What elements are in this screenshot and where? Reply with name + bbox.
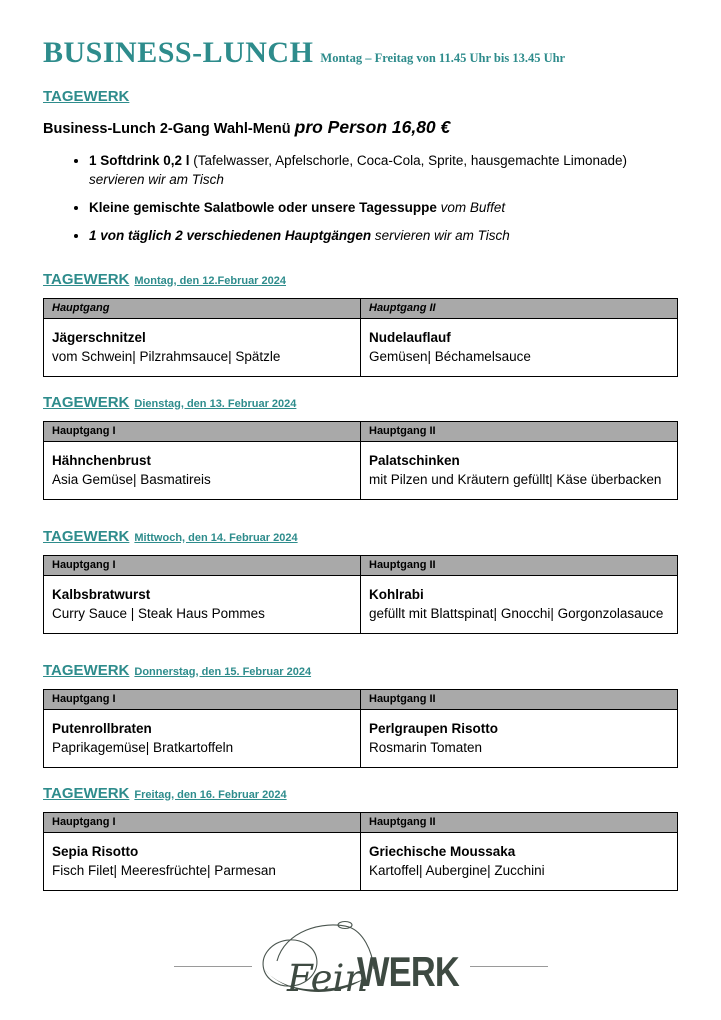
day-section-monday <box>43 267 678 377</box>
item-lead: 1 von täglich 2 verschiedenen Hauptgängen <box>89 228 372 243</box>
dish-cell <box>44 833 361 891</box>
dish-title: Jägerschnitzel <box>52 330 146 345</box>
column-header: Hauptgang <box>44 299 361 319</box>
tagewerk-label: TAGEWERK <box>43 528 130 545</box>
day-date: Mittwoch, den 14. Februar 2024 <box>134 532 298 544</box>
divider-line-left <box>174 966 252 967</box>
dish-title: Kalbsbratwurst <box>52 587 151 602</box>
column-header: Hauptgang II <box>361 813 678 833</box>
dish-desc: Asia Gemüse| Basmatireis <box>52 472 211 487</box>
day-section-thursday <box>43 658 678 768</box>
dish-title: Sepia Risotto <box>52 844 139 859</box>
item-note: servieren wir am Tisch <box>89 172 224 187</box>
menu-table <box>43 421 678 500</box>
item-note: servieren wir am Tisch <box>371 228 510 243</box>
day-heading <box>43 390 678 412</box>
tagewerk-label: TAGEWERK <box>43 271 130 288</box>
menu-table <box>43 555 678 634</box>
dish-cell <box>361 833 678 891</box>
column-header: Hauptgang II <box>361 556 678 576</box>
list-item <box>89 198 678 217</box>
day-section-friday <box>43 781 678 891</box>
day-section-tuesday <box>43 390 678 500</box>
day-heading <box>43 524 678 546</box>
dish-title: Nudelauflauf <box>369 330 451 345</box>
item-lead: Kleine gemischte Salatbowle oder unsere Tagessuppe <box>89 200 437 215</box>
day-heading <box>43 781 678 803</box>
dish-cell <box>44 576 361 634</box>
dish-title: Griechische Moussaka <box>369 844 516 859</box>
day-section-wednesday <box>43 524 678 634</box>
included-items-list <box>43 151 678 245</box>
footer-logo-row <box>43 917 678 1002</box>
dish-desc: Rosmarin Tomaten <box>369 740 483 755</box>
column-header: Hauptgang I <box>44 813 361 833</box>
tagewerk-label: TAGEWERK <box>43 785 130 802</box>
dish-cell <box>361 710 678 768</box>
dish-title: Putenrollbraten <box>52 721 152 736</box>
feinwerk-logo <box>261 917 461 1002</box>
day-heading <box>43 267 678 289</box>
menu-table <box>43 689 678 768</box>
tagewerk-heading: TAGEWERK <box>43 88 130 105</box>
dish-desc: Paprikagemüse| Bratkartoffeln <box>52 740 234 755</box>
menu-table <box>43 812 678 891</box>
item-note: vom Buffet <box>436 200 506 215</box>
dish-title: Perlgraupen Risotto <box>369 721 499 736</box>
dish-desc: Gemüsen| Béchamelsauce <box>369 349 531 364</box>
tagewerk-label: TAGEWERK <box>43 394 130 411</box>
column-header: Hauptgang II <box>361 422 678 442</box>
column-header: Hauptgang II <box>361 690 678 710</box>
dish-desc: Curry Sauce | Steak Haus Pommes <box>52 606 265 621</box>
dish-cell <box>361 576 678 634</box>
dish-desc: gefüllt mit Blattspinat| Gnocchi| Gorgonzolasauce <box>369 606 664 621</box>
menu-summary-line <box>43 117 678 138</box>
dish-desc: vom Schwein| Pilzrahmsauce| Spätzle <box>52 349 281 364</box>
list-item <box>89 226 678 245</box>
dish-desc: Kartoffel| Aubergine| Zucchini <box>369 863 545 878</box>
day-date: Donnerstag, den 15. Februar 2024 <box>134 666 312 678</box>
logo-script-text: Fein <box>286 957 368 1000</box>
day-date: Montag, den 12.Februar 2024 <box>134 275 286 287</box>
dish-title: Kohlrabi <box>369 587 424 602</box>
page-subtitle: Montag – Freitag von 11.45 Uhr bis 13.45 Uhr <box>320 51 566 65</box>
tagewerk-label: TAGEWERK <box>43 662 130 679</box>
item-detail: (Tafelwasser, Apfelschorle, Coca-Cola, Sprite, hausgemachte Limonade) <box>189 153 628 168</box>
list-item <box>89 151 678 189</box>
dish-title: Hähnchenbrust <box>52 453 152 468</box>
document-header <box>43 36 678 70</box>
menu-label: Business-Lunch 2-Gang Wahl-Menü <box>43 121 295 137</box>
dish-cell <box>44 319 361 377</box>
menu-table <box>43 298 678 377</box>
divider-line-right <box>470 966 548 967</box>
dish-title: Palatschinken <box>369 453 460 468</box>
dish-cell <box>44 442 361 500</box>
dish-cell <box>361 319 678 377</box>
logo-block-text: WERK <box>356 948 459 996</box>
dish-desc: Fisch Filet| Meeresfrüchte| Parmesan <box>52 863 276 878</box>
column-header: Hauptgang I <box>44 690 361 710</box>
day-date: Dienstag, den 13. Februar 2024 <box>134 398 297 410</box>
column-header: Hauptgang I <box>44 556 361 576</box>
page-title: BUSINESS-LUNCH <box>43 36 314 69</box>
dish-cell <box>44 710 361 768</box>
day-heading <box>43 658 678 680</box>
column-header: Hauptgang II <box>361 299 678 319</box>
column-header: Hauptgang I <box>44 422 361 442</box>
day-date: Freitag, den 16. Februar 2024 <box>134 789 287 801</box>
item-lead: 1 Softdrink 0,2 l <box>89 153 190 168</box>
dish-cell <box>361 442 678 500</box>
dish-desc: mit Pilzen und Kräutern gefüllt| Käse überbacken <box>369 472 662 487</box>
menu-price: pro Person 16,80 € <box>294 117 451 137</box>
